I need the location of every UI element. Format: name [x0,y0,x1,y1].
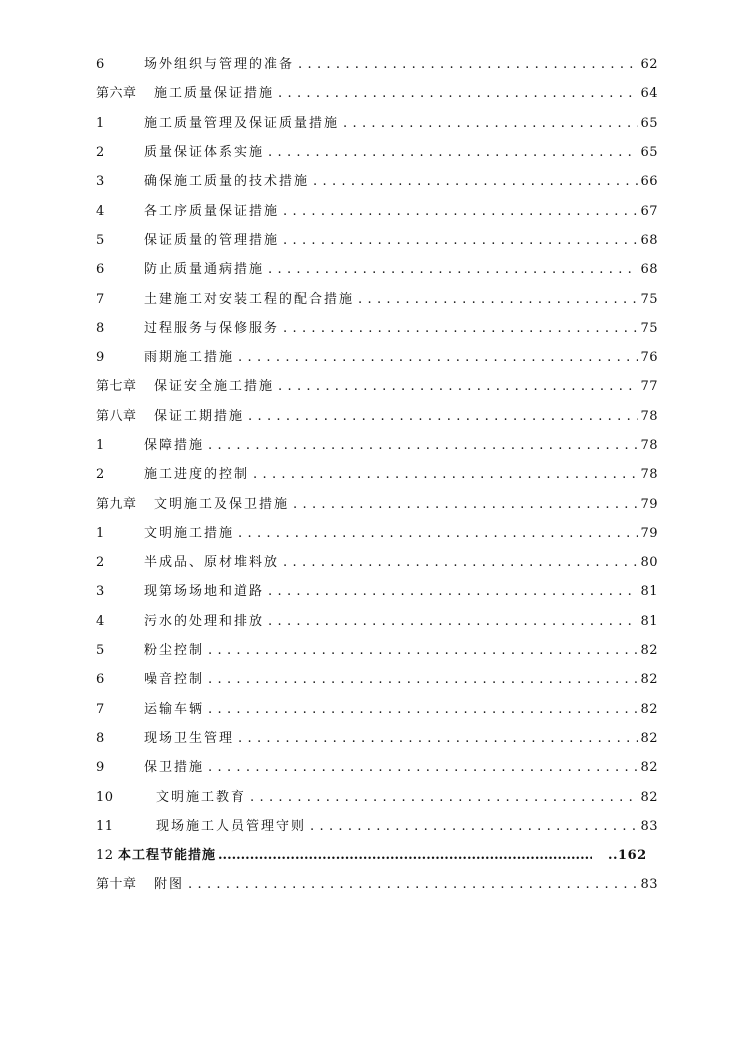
toc-entry-title: 本工程节能措施 [118,848,217,864]
toc-entry-title: 粉尘控制 [144,643,205,659]
toc-entry-title: 现场施工人员管理守则 [156,818,307,834]
toc-entry-page: 75 [640,291,658,307]
toc-entry-number: 1 [96,525,105,541]
toc-entry-page: 82 [640,730,658,746]
toc-leader-dots [238,527,638,540]
toc-entry[interactable] [96,724,658,753]
toc-entry[interactable] [96,812,658,841]
toc-entry-title: 现场卫生管理 [144,730,235,746]
toc-leader-dots [310,820,638,833]
toc-entry-number: 12 [96,848,114,864]
toc-entry-number: 11 [96,818,114,834]
toc-entry[interactable] [96,255,658,284]
toc-leader-dots [238,732,638,745]
toc-chapter-entry[interactable] [96,489,658,518]
toc-leader-dots [208,439,638,452]
toc-leader-dots [253,468,638,481]
toc-leader-dots [268,263,638,276]
toc-entry-page: 82 [640,760,658,776]
toc-entry[interactable] [96,695,658,724]
toc-entry[interactable] [96,196,658,225]
toc-entry-page: 66 [640,174,658,190]
toc-entry-page: 67 [640,203,658,219]
toc-entry-number: 10 [96,789,114,805]
toc-chapter-entry[interactable] [96,372,658,401]
toc-leader-dots [278,380,638,393]
toc-entry-page: 83 [640,818,658,834]
toc-leader-dots [358,293,638,306]
toc-entry-page: 75 [640,320,658,336]
toc-entry[interactable] [96,519,658,548]
toc-entry[interactable] [96,460,658,489]
toc-leader-dots [268,615,638,628]
toc-entry-title: 保证质量的管理措施 [144,232,280,248]
toc-entry[interactable] [96,343,658,372]
toc-entry-number: 6 [96,672,105,688]
toc-entry-number: 9 [96,350,105,366]
toc-entry-page: 62 [640,57,658,73]
toc-entry-page: 78 [640,438,658,453]
toc-entry[interactable] [96,607,658,636]
toc-leader-dots [188,878,638,891]
toc-entry-page: 80 [640,555,658,571]
toc-chapter-number: 第七章 [96,379,137,395]
toc-entry-page: 65 [640,145,658,161]
toc-entry-page: 82 [640,672,658,688]
toc-entry-page: 81 [640,584,658,600]
toc-entry-title: 各工序质量保证措施 [144,203,280,219]
toc-entry-title: 保卫措施 [144,760,205,776]
toc-entry-page: 78 [640,408,658,424]
toc-entry[interactable] [96,577,658,606]
toc-leader-dots [283,322,638,335]
toc-entry-page: 78 [640,467,658,483]
toc-leader-dots [293,498,638,511]
toc-entry-title: 保障措施 [144,438,205,453]
toc-entry-title: 过程服务与保修服务 [144,320,280,336]
toc-entry[interactable] [96,138,658,167]
toc-leader-dots [218,849,592,862]
toc-entry-title: 确保施工质量的技术措施 [144,174,310,190]
toc-entry[interactable] [96,50,658,79]
toc-entry-title: 土建施工对安装工程的配合措施 [144,291,355,307]
toc-entry-title: 防止质量通病措施 [144,262,265,278]
toc-entry-title: 质量保证体系实施 [144,145,265,161]
toc-chapter-title: 保证安全施工措施 [154,379,275,395]
toc-entry[interactable] [96,665,658,694]
toc-leader-dots [283,556,638,569]
toc-entry[interactable] [96,314,658,343]
toc-entry[interactable] [96,284,658,313]
toc-leader-dots [343,117,638,130]
toc-entry-page: 76 [640,350,658,366]
toc-entry-page: 82 [640,789,658,805]
toc-entry[interactable] [96,167,658,196]
toc-chapter-entry[interactable] [96,870,658,899]
toc-leader-dots [283,205,638,218]
toc-entry-number: 2 [96,467,105,483]
toc-entry-number: 8 [96,320,105,336]
toc-entry-title: 雨期施工措施 [144,350,235,366]
toc-entry-number: 4 [96,613,105,629]
toc-entry-number: 1 [96,438,105,453]
toc-leader-dots [208,761,638,774]
toc-leader-dots [208,644,638,657]
toc-chapter-number: 第九章 [96,496,137,512]
toc-entry-number: 5 [96,232,105,248]
toc-entry[interactable] [96,431,658,460]
toc-entry-title: 半成品、原材堆料放 [144,555,280,571]
table-of-contents [96,50,658,900]
toc-leader-dots [238,351,638,364]
toc-entry-page: 83 [640,877,658,893]
toc-entry-page: 77 [640,379,658,395]
toc-chapter-number: 第八章 [96,408,137,424]
toc-entry-number: 3 [96,174,105,190]
toc-entry-title: 现第场场地和道路 [144,584,265,600]
toc-entry-page: ..162 [608,848,647,864]
toc-chapter-number: 第十章 [96,877,137,893]
toc-leader-dots [283,234,638,247]
toc-entry[interactable] [96,636,658,665]
toc-chapter-entry[interactable] [96,402,658,431]
toc-entry-title: 噪音控制 [144,672,205,688]
toc-entry-number: 4 [96,203,105,219]
toc-leader-dots [250,791,638,804]
toc-leader-dots [268,146,638,159]
toc-entry-title: 文明施工教育 [156,789,247,805]
toc-entry[interactable] [96,753,658,782]
toc-entry-page: 65 [640,115,658,131]
toc-entry-number: 6 [96,262,105,278]
toc-chapter-title: 附图 [154,877,185,893]
toc-entry-page: 81 [640,613,658,629]
toc-entry-title: 场外组织与管理的准备 [144,57,295,73]
toc-entry-page: 68 [640,262,658,278]
toc-entry-number: 6 [96,57,105,73]
toc-entry-number: 2 [96,555,105,571]
toc-entry-title: 文明施工措施 [144,525,235,541]
toc-entry-title: 施工进度的控制 [144,467,250,483]
toc-chapter-number: 第六章 [96,86,137,102]
toc-leader-dots [248,410,638,423]
toc-chapter-entry[interactable] [96,79,658,108]
toc-entry-page: 82 [640,643,658,659]
toc-leader-dots [298,58,638,71]
toc-entry-page: 68 [640,232,658,248]
toc-entry[interactable] [96,841,658,870]
toc-entry-number: 2 [96,145,105,161]
toc-chapter-title: 施工质量保证措施 [154,86,275,102]
toc-entry[interactable] [96,548,658,577]
toc-chapter-title: 文明施工及保卫措施 [154,496,290,512]
toc-entry-number: 1 [96,115,105,131]
toc-entry-page: 79 [640,525,658,541]
toc-entry-number: 7 [96,291,105,307]
toc-entry-number: 9 [96,760,105,776]
toc-leader-dots [278,87,638,100]
toc-leader-dots [313,175,638,188]
toc-leader-dots [268,585,638,598]
toc-leader-dots [208,673,638,686]
toc-leader-dots [208,703,638,716]
toc-entry[interactable] [96,782,658,811]
toc-entry-page: 82 [640,701,658,717]
toc-entry-number: 3 [96,584,105,600]
toc-entry-number: 7 [96,701,105,717]
toc-entry-title: 污水的处理和排放 [144,613,265,629]
toc-entry-number: 5 [96,643,105,659]
toc-entry-page: 79 [640,496,658,512]
toc-entry-title: 运输车辆 [144,701,205,717]
toc-entry-number: 8 [96,730,105,746]
toc-entry-title: 施工质量管理及保证质量措施 [144,115,340,131]
toc-entry-page: 64 [640,86,658,102]
toc-chapter-title: 保证工期措施 [154,408,245,424]
toc-entry[interactable] [96,226,658,255]
toc-entry[interactable] [96,109,658,138]
